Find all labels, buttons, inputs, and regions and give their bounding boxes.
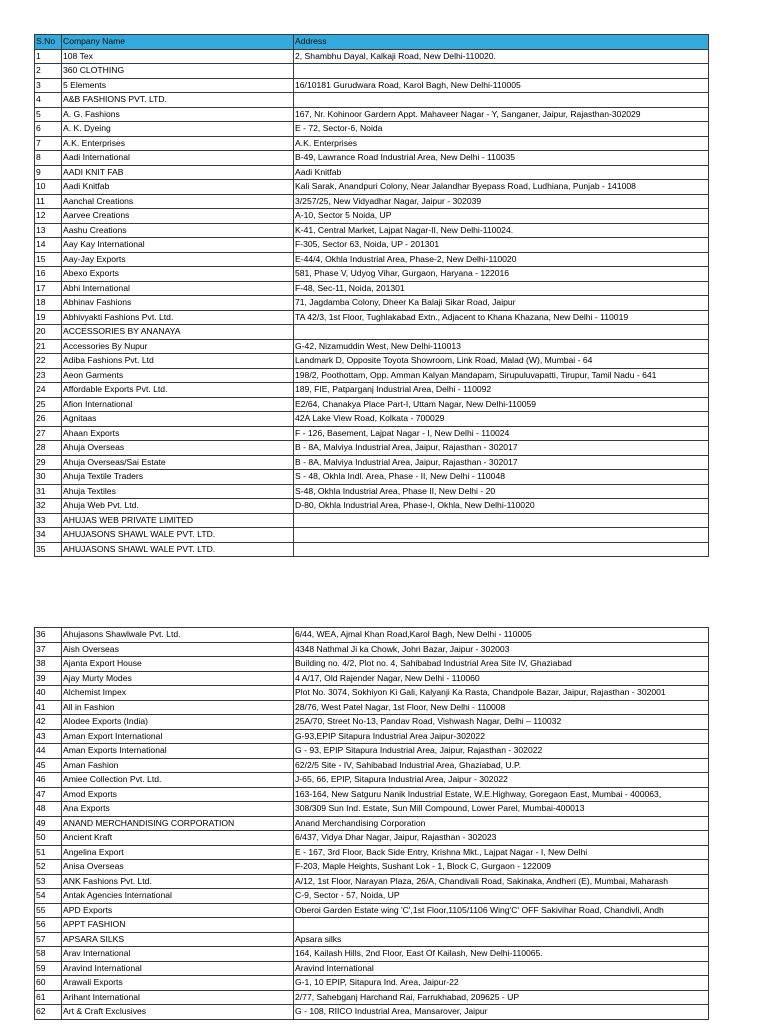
cell-company-name: Aravind International [62,961,294,976]
cell-company-name: Amiee Collection Pvt. Ltd. [62,773,294,788]
cell-sno: 33 [35,513,62,528]
cell-sno: 52 [35,860,62,875]
cell-sno: 61 [35,990,62,1005]
cell-sno: 51 [35,845,62,860]
table-row [35,671,709,686]
cell-sno: 27 [35,426,62,441]
table-row [35,642,709,657]
table-row [35,354,709,369]
cell-company-name: Art & Craft Exclusives [62,1005,294,1020]
table-row [35,165,709,180]
header-sno: S.No [35,35,62,50]
table-row [35,513,709,528]
cell-sno: 37 [35,642,62,657]
cell-company-name: ANK Fashions Pvt. Ltd. [62,874,294,889]
cell-sno: 23 [35,368,62,383]
table-row [35,686,709,701]
cell-address: F-203, Maple Heights, Sushant Lok - 1, Block C, Gurgaon - 122009 [294,860,709,875]
cell-address: A-10, Sector 5 Noida, UP [294,209,709,224]
table-row [35,223,709,238]
cell-company-name: Ancient Kraft [62,831,294,846]
table-row [35,267,709,282]
cell-company-name: Aarvee Creations [62,209,294,224]
cell-company-name: Ahujasons Shawlwale Pvt. Ltd. [62,628,294,643]
table-row [35,860,709,875]
cell-sno: 53 [35,874,62,889]
table-row [35,961,709,976]
cell-address: Anand Merchandising Corporation [294,816,709,831]
cell-company-name: AADI KNIT FAB [62,165,294,180]
cell-address [294,325,709,340]
table-row [35,412,709,427]
table-row [35,700,709,715]
cell-company-name: 360 CLOTHING [62,64,294,79]
cell-company-name: Aish Overseas [62,642,294,657]
cell-sno: 56 [35,918,62,933]
cell-address [294,513,709,528]
cell-sno: 19 [35,310,62,325]
cell-sno: 9 [35,165,62,180]
table-row [35,874,709,889]
cell-sno: 6 [35,122,62,137]
cell-company-name: Agnitaas [62,412,294,427]
cell-sno: 16 [35,267,62,282]
cell-sno: 22 [35,354,62,369]
table-row [35,426,709,441]
cell-address: G - 93, EPIP Sitapura Industrial Area, Jaipur, Rajasthan - 302022 [294,744,709,759]
cell-company-name: Afion International [62,397,294,412]
table-row [35,136,709,151]
cell-company-name: Ajay Murty Modes [62,671,294,686]
cell-sno: 44 [35,744,62,759]
cell-company-name: All in Fashion [62,700,294,715]
cell-company-name: APD Exports [62,903,294,918]
table-row [35,325,709,340]
cell-company-name: Aay-Jay Exports [62,252,294,267]
cell-sno: 32 [35,499,62,514]
cell-sno: 8 [35,151,62,166]
cell-company-name: Adiba Fashions Pvt. Ltd [62,354,294,369]
cell-sno: 54 [35,889,62,904]
cell-sno: 30 [35,470,62,485]
cell-company-name: Ahuja Overseas [62,441,294,456]
cell-sno: 21 [35,339,62,354]
cell-sno: 43 [35,729,62,744]
cell-address: A/12, 1st Floor, Narayan Plaza, 26/A, Chandivali Road, Sakinaka, Andheri (E), Mumbai, Maharash [294,874,709,889]
cell-address: B - 8A, Malviya Industrial Area, Jaipur, Rajasthan - 302017 [294,455,709,470]
cell-address: 2, Shambhu Dayal, Kalkaji Road, New Delhi-110020. [294,49,709,64]
cell-address: Aravind International [294,961,709,976]
cell-address: A.K. Enterprises [294,136,709,151]
table-row [35,802,709,817]
cell-address: G-42, Nizamuddin West, New Delhi-110013 [294,339,709,354]
cell-company-name: A.K. Enterprises [62,136,294,151]
cell-sno: 28 [35,441,62,456]
table-row [35,296,709,311]
cell-sno: 48 [35,802,62,817]
table-row [35,758,709,773]
table-row [35,744,709,759]
company-table-1 [34,34,709,557]
cell-address: E2/64, Chanakya Place Part-I, Uttam Nagar, New Delhi-110059 [294,397,709,412]
cell-company-name: APSARA SILKS [62,932,294,947]
cell-address: B - 8A, Malviya Industrial Area, Jaipur, Rajasthan - 302017 [294,441,709,456]
cell-sno: 11 [35,194,62,209]
table-row [35,281,709,296]
cell-sno: 3 [35,78,62,93]
cell-address: G - 108, RIICO Industrial Area, Mansarover, Jaipur [294,1005,709,1020]
table-row [35,715,709,730]
cell-company-name: Aadi Knitfab [62,180,294,195]
cell-sno: 5 [35,107,62,122]
cell-sno: 58 [35,947,62,962]
table-row [35,918,709,933]
table-row [35,107,709,122]
cell-address: Landmark D, Opposite Toyota Showroom, Link Road, Malad (W), Mumbai - 64 [294,354,709,369]
table-row [35,209,709,224]
cell-address: 189, FIE, Patparganj Industrial Area, Delhi - 110092 [294,383,709,398]
table-row [35,947,709,962]
cell-address: B-49, Lawrance Road Industrial Area, New Delhi - 110035 [294,151,709,166]
table-row [35,151,709,166]
cell-company-name: Alodee Exports (India) [62,715,294,730]
cell-address: 6/437, Vidya Dhar Nagar, Jaipur, Rajasthan - 302023 [294,831,709,846]
cell-address: 164, Kailash Hills, 2nd Floor, East Of Kailash, New Delhi-110065. [294,947,709,962]
cell-address: S - 48, Okhla Indl. Area, Phase - II, New Delhi - 110048 [294,470,709,485]
cell-company-name: Affordable Exports Pvt. Ltd. [62,383,294,398]
cell-address: 167, Nr. Kohinoor Gardern Appt. Mahaveer Nagar - Y, Sanganer, Jaipur, Rajasthan-302029 [294,107,709,122]
cell-sno: 14 [35,238,62,253]
cell-sno: 12 [35,209,62,224]
cell-address: D-80, Okhla Industrial Area, Phase-I, Okhla, New Delhi-110020 [294,499,709,514]
cell-address: 3/257/25, New Vidyadhar Nagar, Jaipur - 302039 [294,194,709,209]
cell-sno: 7 [35,136,62,151]
cell-company-name: AHUJASONS SHAWL WALE PVT. LTD. [62,528,294,543]
cell-sno: 4 [35,93,62,108]
cell-sno: 41 [35,700,62,715]
cell-company-name: Ana Exports [62,802,294,817]
cell-company-name: Arav International [62,947,294,962]
cell-address: S-48, Okhla Industrial Area, Phase II, New Delhi - 20 [294,484,709,499]
cell-address: 6/44, WEA, Ajmal Khan Road,Karol Bagh, New Delhi - 110005 [294,628,709,643]
cell-company-name: Accessories By Nupur [62,339,294,354]
cell-sno: 10 [35,180,62,195]
cell-address: Oberoi Garden Estate wing 'C',1st Floor,1105/1106 Wing'C' OFF Sakivihar Road, Chandivli, Andh [294,903,709,918]
table-row [35,470,709,485]
cell-company-name: A&B FASHIONS PVT. LTD. [62,93,294,108]
cell-address: 4348 Nathmal Ji ka Chowk, Johri Bazar, Jaipur - 302003 [294,642,709,657]
cell-address: TA 42/3, 1st Floor, Tughlakabad Extn., Adjacent to Khana Khazana, New Delhi - 110019 [294,310,709,325]
cell-address: 308/309 Sun Ind. Estate, Sun Mill Compound, Lower Parel, Mumbai-400013 [294,802,709,817]
table-row [35,93,709,108]
cell-sno: 18 [35,296,62,311]
cell-sno: 45 [35,758,62,773]
cell-address [294,918,709,933]
cell-sno: 47 [35,787,62,802]
cell-address: Apsara silks [294,932,709,947]
cell-company-name: 108 Tex [62,49,294,64]
table-row [35,122,709,137]
cell-address: K-41, Central Market, Lajpat Nagar-II, New Delhi-110024. [294,223,709,238]
company-table-2 [34,627,709,1020]
table-row [35,64,709,79]
table-row [35,383,709,398]
cell-company-name: ACCESSORIES BY ANANAYA [62,325,294,340]
table-row [35,310,709,325]
cell-sno: 25 [35,397,62,412]
cell-sno: 40 [35,686,62,701]
cell-company-name: Ahuja Textile Traders [62,470,294,485]
cell-sno: 35 [35,542,62,557]
cell-address: Kali Sarak, Anandpuri Colony, Near Jalandhar Byepass Road, Ludhiana, Punjab - 141008 [294,180,709,195]
cell-company-name: A. G. Fashions [62,107,294,122]
cell-company-name: Angelina Export [62,845,294,860]
cell-address: E - 72, Sector-6, Noida [294,122,709,137]
table-row [35,49,709,64]
cell-sno: 38 [35,657,62,672]
cell-sno: 15 [35,252,62,267]
cell-address: G-93,EPIP Sitapura Industrial Area Jaipur-302022 [294,729,709,744]
table-row [35,816,709,831]
cell-company-name: Ahuja Web Pvt. Ltd. [62,499,294,514]
table-row [35,657,709,672]
cell-address [294,528,709,543]
cell-company-name: Ahuja Textiles [62,484,294,499]
table-row [35,628,709,643]
cell-sno: 20 [35,325,62,340]
cell-sno: 46 [35,773,62,788]
cell-sno: 24 [35,383,62,398]
cell-company-name: ANAND MERCHANDISING CORPORATION [62,816,294,831]
cell-address: F-305, Sector 63, Noida, UP - 201301 [294,238,709,253]
cell-sno: 26 [35,412,62,427]
cell-address: 2/77, Sahebganj Harchand Rai, Farrukhabad, 209625 - UP [294,990,709,1005]
cell-company-name: A. K. Dyeing [62,122,294,137]
table-row [35,773,709,788]
cell-address [294,93,709,108]
cell-company-name: Abhivyakti Fashions Pvt. Ltd. [62,310,294,325]
cell-address: F - 126, Basement, Lajpat Nagar - I, New Delhi - 110024 [294,426,709,441]
cell-company-name: Abhi International [62,281,294,296]
cell-address: 42A Lake View Road, Kolkata - 700029 [294,412,709,427]
cell-sno: 2 [35,64,62,79]
cell-sno: 1 [35,49,62,64]
cell-company-name: Aman Fashion [62,758,294,773]
table-row [35,845,709,860]
cell-company-name: Aadi International [62,151,294,166]
cell-company-name: Antak Agencies International [62,889,294,904]
cell-company-name: Anisa Overseas [62,860,294,875]
cell-sno: 49 [35,816,62,831]
cell-company-name: Aanchal Creations [62,194,294,209]
table-row [35,339,709,354]
header-address: Address [294,35,709,50]
table-row [35,78,709,93]
cell-address: Building no. 4/2, Plot no. 4, Sahibabad Industrial Area Site IV, Ghaziabad [294,657,709,672]
cell-sno: 57 [35,932,62,947]
table-row [35,397,709,412]
table-row [35,499,709,514]
table-row [35,368,709,383]
table-row [35,194,709,209]
table-row [35,252,709,267]
cell-company-name: Aay Kay International [62,238,294,253]
cell-address: 16/10181 Gurudwara Road, Karol Bagh, New Delhi-110005 [294,78,709,93]
cell-address: 4 A/17, Old Rajender Nagar, New Delhi - 110060 [294,671,709,686]
cell-sno: 31 [35,484,62,499]
cell-company-name: Ajanta Export House [62,657,294,672]
cell-address [294,64,709,79]
table-row [35,542,709,557]
cell-company-name: Aeon Garments [62,368,294,383]
table-row [35,889,709,904]
cell-address: G-1, 10 EPIP, Sitapura Ind. Area, Jaipur-22 [294,976,709,991]
cell-address: 28/76, West Patel Nagar, 1st Floor, New Delhi - 110008 [294,700,709,715]
table-row [35,903,709,918]
header-company-name: Company Name [62,35,294,50]
cell-company-name: AHUJAS WEB PRIVATE LIMITED [62,513,294,528]
table-row [35,976,709,991]
cell-address: E - 167, 3rd Floor, Back Side Entry, Krishna Mkt., Lajpat Nagar - I, New Delhi [294,845,709,860]
cell-company-name: Alchemist Impex [62,686,294,701]
cell-address: 25A/70, Street No-13, Pandav Road, Vishwash Nagar, Delhi – 110032 [294,715,709,730]
table-row [35,484,709,499]
cell-address: Aadi Knitfab [294,165,709,180]
table-row [35,787,709,802]
cell-address: E-44/4, Okhla Industrial Area, Phase-2, New Delhi-110020 [294,252,709,267]
cell-company-name: Aashu Creations [62,223,294,238]
cell-company-name: Aman Exports International [62,744,294,759]
cell-company-name: Aman Export International [62,729,294,744]
cell-company-name: Arihant International [62,990,294,1005]
cell-address: 71, Jagdamba Colony, Dheer Ka Balaji Sikar Road, Jaipur [294,296,709,311]
cell-company-name: Ahaan Exports [62,426,294,441]
table-row [35,1005,709,1020]
cell-address: J-65, 66, EPIP, Sitapura Industrial Area, Jaipur - 302022 [294,773,709,788]
table-row [35,932,709,947]
cell-sno: 50 [35,831,62,846]
table-row [35,238,709,253]
cell-sno: 42 [35,715,62,730]
table-row [35,990,709,1005]
cell-address [294,542,709,557]
cell-address: 198/2, Poothottam, Opp. Amman Kalyan Mandapam, Sirupuluvapatti, Tirupur, Tamil Nadu - 641 [294,368,709,383]
table-row [35,180,709,195]
cell-company-name: Ahuja Overseas/Sai Estate [62,455,294,470]
cell-sno: 13 [35,223,62,238]
cell-sno: 17 [35,281,62,296]
table-row [35,729,709,744]
table-row [35,455,709,470]
table-row [35,441,709,456]
cell-sno: 34 [35,528,62,543]
cell-address: C-9, Sector - 57, Noida, UP [294,889,709,904]
cell-company-name: AHUJASONS SHAWL WALE PVT. LTD. [62,542,294,557]
cell-address: 163-164, New Satguru Nanik Industrial Estate, W.E.Highway, Goregaon East, Mumbai - 400063, [294,787,709,802]
cell-company-name: Amod Exports [62,787,294,802]
cell-sno: 55 [35,903,62,918]
cell-sno: 39 [35,671,62,686]
cell-sno: 36 [35,628,62,643]
header-row [35,35,709,50]
cell-address: 62/2/5 Site - IV, Sahibabad Industrial Area, Ghaziabad, U.P. [294,758,709,773]
cell-sno: 60 [35,976,62,991]
cell-company-name: Abhinav Fashions [62,296,294,311]
cell-address: 581, Phase V, Udyog Vihar, Gurgaon, Haryana - 122016 [294,267,709,282]
cell-company-name: APPT FASHION [62,918,294,933]
cell-sno: 59 [35,961,62,976]
cell-sno: 62 [35,1005,62,1020]
table-row [35,831,709,846]
table-row [35,528,709,543]
cell-sno: 29 [35,455,62,470]
cell-address: Plot No. 3074, Sokhiyon Ki Gali, Kalyanji Ka Rasta, Chandpole Bazar, Jaipur, Rajasthan - 302001 [294,686,709,701]
cell-company-name: Arawali Exports [62,976,294,991]
cell-address: F-48, Sec-11, Noida, 201301 [294,281,709,296]
cell-company-name: 5 Elements [62,78,294,93]
cell-company-name: Abexo Exports [62,267,294,282]
